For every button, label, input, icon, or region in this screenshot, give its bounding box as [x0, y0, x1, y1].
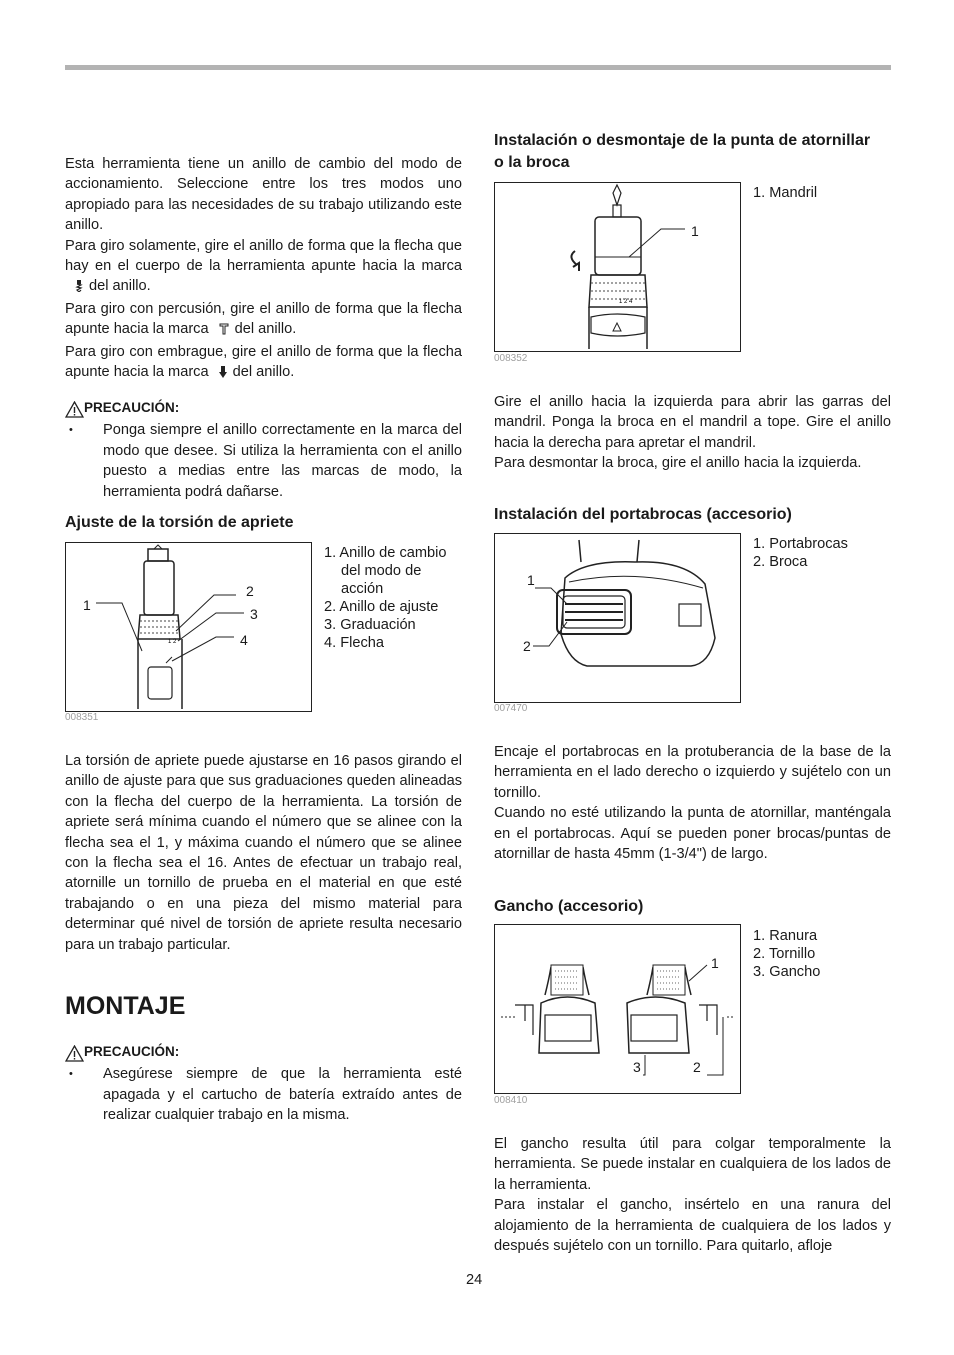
holder-heading: Instalación del portabrocas (accesorio) — [494, 506, 792, 523]
caution-label: PRECAUCIÓN: — [84, 400, 180, 415]
hammer-mode-icon — [219, 321, 229, 341]
holder-legend: 1. Portabrocas 2. Broca — [753, 536, 848, 570]
callout-4: 4 — [240, 632, 248, 648]
caution-1 — [65, 398, 462, 502]
figure-code: 008351 — [65, 712, 99, 723]
callout-3: 3 — [250, 606, 258, 622]
warning-triangle-icon — [65, 401, 84, 418]
mode-section — [65, 154, 462, 384]
svg-text:1 2: 1 2 — [168, 639, 177, 645]
torque-figure — [65, 542, 312, 712]
hook-illustration — [495, 925, 739, 1092]
torque-body: La torsión de apriete puede ajustarse en 16 pasos girando el anillo de ajuste para que sus graduaciones queden alineadas con la flecha del cuerpo de la herramienta. La torsión de apriete será mínima cuando el número que se alinee con la flecha sea el 1, y máxima cuando el número que se alinee con la flecha sea el 16. Antes de efectuar un trabajo real, atornille un tornillo de prueba en el material en que esté trabajando o en una pieza del mismo material para determinar qué nivel de torsión de apriete resulta necesario para un trabajo particular. — [65, 753, 462, 953]
bullet-dot: • — [69, 1068, 73, 1081]
callout-2: 2 — [523, 638, 531, 654]
caution-label: PRECAUCIÓN: — [84, 1044, 180, 1059]
callout-1: 1 — [527, 572, 535, 588]
bit-figure — [494, 182, 741, 352]
warning-triangle-icon — [65, 1045, 84, 1062]
torque-legend: 1. Anillo de cambio del modo de acción 2. Anillo de ajuste 3. Graduación 4. Flecha — [324, 545, 447, 651]
montaje-heading: MONTAJE — [65, 992, 186, 1020]
caution-bullet: • Ponga siempre el anillo correctamente en la marca del modo que desee. Si utiliza la herramienta con el anillo puesto a medias entre las marcas de modo, la herramienta podrá dañarse. — [65, 420, 462, 502]
page-number: 24 — [466, 1272, 483, 1288]
mode-rotation-only: Para giro solamente, gire el anillo de forma que la flecha que hay en el cuerpo de la herramienta apunte hacia la marcadel anillo. — [65, 236, 462, 299]
svg-text:1 2 4: 1 2 4 — [619, 299, 633, 305]
chuck-illustration — [495, 183, 739, 350]
bit-legend: 1. Mandril — [753, 185, 818, 201]
mode-intro: Esta herramienta tiene un anillo de cambio del modo de accionamiento. Seleccione entre los tres modos uno apropiado para las necesidades de su trabajo utilizando este anillo. — [65, 156, 462, 234]
callout-1: 1 — [691, 223, 699, 239]
screw-mode-icon — [219, 364, 227, 384]
hook-body: El gancho resulta útil para colgar temporalmente la herramienta. Se puede instalar en cualquiera de los lados de la herramienta. Para instalar el gancho, insértelo en una ranura del alojamiento de la herramienta de cualquiera de los lados y después sujételo con un tornillo. Para quitarlo, afloje — [494, 1136, 891, 1255]
callout-3: 3 — [633, 1059, 641, 1075]
drill-mode-icon — [75, 278, 83, 298]
figure-code: 007470 — [494, 703, 528, 714]
bit-holder-illustration — [495, 534, 739, 701]
holder-body: Encaje el portabrocas en la protuberancia de la base de la herramienta en el lado derecho o izquierdo y sujételo con un tornillo. Cuando no esté utilizando la punta de atornillar, manténgala en el portabrocas. Aquí se pueden poner brocas/puntas de atornillar de hasta 45mm (1-3/4") de largo. — [494, 744, 891, 863]
mode-clutch: Para giro con embrague, gire el anillo de forma que la flecha apunte hacia la marca del anillo. — [65, 342, 462, 385]
bit-heading: Instalación o desmontaje de la punta de atornillar o la broca — [494, 132, 871, 171]
torque-heading: Ajuste de la torsión de apriete — [65, 514, 294, 531]
hook-figure — [494, 924, 741, 1094]
header-rule — [65, 65, 891, 70]
mode-hammer: Para giro con percusión, gire el anillo de forma que la flecha apunte hacia la marca del anillo. — [65, 299, 462, 342]
caution-bullet: • Asegúrese siempre de que la herramienta esté apagada y el cartucho de batería extraído antes de realizar cualquier trabajo en la misma. — [65, 1064, 462, 1125]
callout-1: 1 — [711, 955, 719, 971]
bit-body: Gire el anillo hacia la izquierda para abrir las garras del mandril. Ponga la broca en el mandril a tope. Gire el anillo hacia la derecha para apretar el mandril. Para desmontar la broca, gire el anillo hacia la izquierda. — [494, 394, 891, 472]
hook-legend: 1. Ranura 2. Tornillo 3. Gancho — [753, 928, 821, 980]
caution-2 — [65, 1042, 462, 1126]
torque-drill-illustration — [66, 543, 310, 710]
holder-figure — [494, 533, 741, 703]
figure-code: 008410 — [494, 1095, 528, 1106]
callout-1: 1 — [83, 597, 91, 613]
hook-heading: Gancho (accesorio) — [494, 898, 644, 915]
callout-2: 2 — [693, 1059, 701, 1075]
callout-2: 2 — [246, 583, 254, 599]
figure-code: 008352 — [494, 353, 528, 364]
bullet-dot: • — [69, 424, 73, 437]
